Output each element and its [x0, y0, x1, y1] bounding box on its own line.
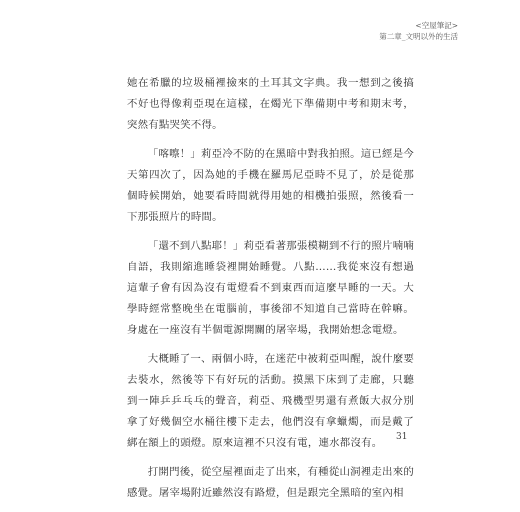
- running-header: [379, 20, 458, 42]
- body-text: [127, 73, 414, 512]
- paragraph-3: 「還不到八點耶！」莉亞看著那張模糊到不行的照片喃喃自語，我則縮進睡袋裡開始睡覺。八點……我從來沒有想過這輩子會有因為沒有電燈看不到東西而這麼早睡的一天。大學時經常整晚坐在電腦前，事後卻不知道自己當時在幹嘛。身處在一座沒有半個電源開關的屠宰場，我開始想念電燈。: [127, 240, 414, 336]
- paragraph-2: 「喀嚓！」莉亞冷不防的在黑暗中對我拍照。這已經是今天第四次了，因為她的手機在羅馬尼亞時不見了，於是從那個時候開始，她要看時間就得用她的相機拍張照，然後看一下那張照片的時間。: [127, 148, 414, 223]
- paragraph-1: 她在希臘的垃圾桶裡撿來的土耳其文字典。我一想到之後搞不好也得像莉亞現在這樣，在燭光下準備期中考和期末考，突然有點哭笑不得。: [127, 77, 414, 131]
- paragraph-4: 大概睡了一、兩個小時，在迷茫中被莉亞叫醒，說什麼要去裝水，然後等下有好玩的活動。摸黑下床到了走廊，只聽到一陣乒乒乓乓的聲音，莉亞、飛機型男還有煮飯大叔分別拿了好幾個空水桶往樓下走去，他們沒有拿蠟燭，而是戴了綁在額上的頭燈。原來這裡不只沒有電，連水都沒有。: [127, 353, 414, 449]
- chapter-title: 第二章_文明以外的生活: [379, 32, 458, 41]
- paragraph-5: 打開門後，從空屋裡面走了出來，有種從山洞裡走出來的感覺。屠宰場附近雖然沒有路燈，但是跟完全黑暗的室內相: [127, 466, 414, 499]
- book-title: <空屋筆記>: [415, 21, 458, 30]
- page-number: 31: [396, 432, 408, 442]
